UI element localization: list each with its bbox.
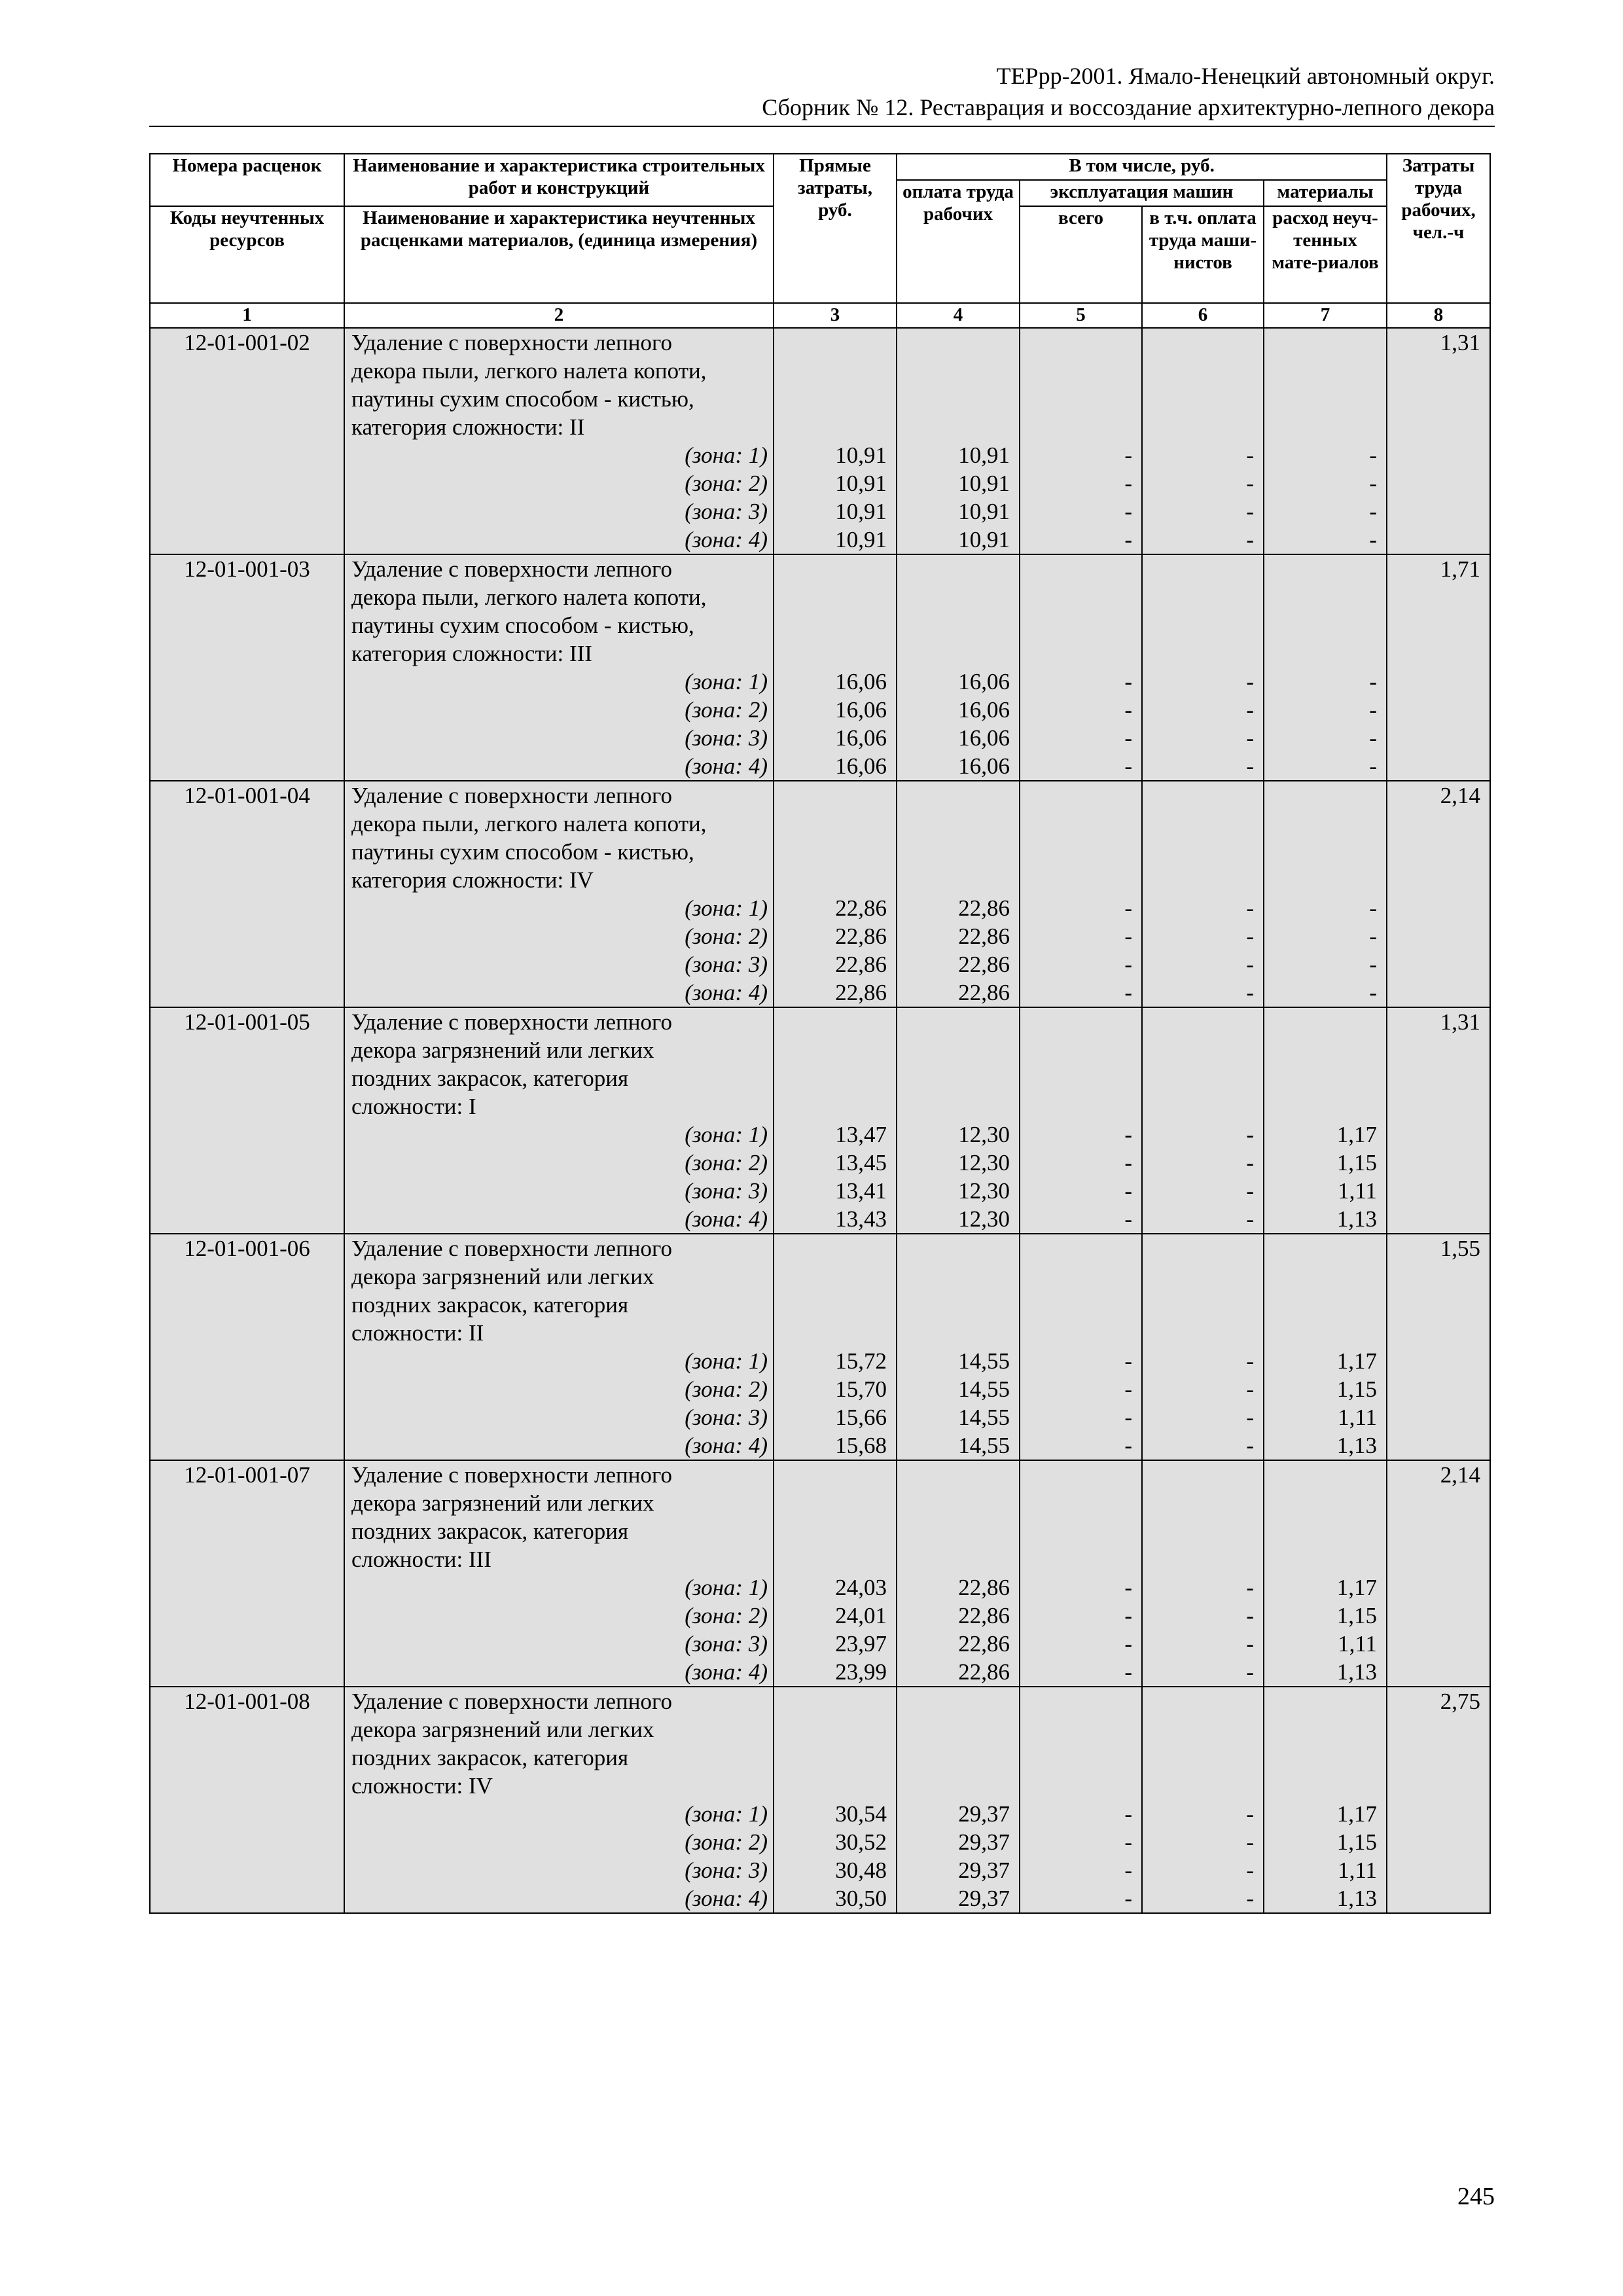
- materials-cost: 1,13: [1336, 1433, 1378, 1458]
- direct-cost: 23,97: [835, 1631, 887, 1657]
- materials-cost: 1,17: [1336, 1801, 1378, 1827]
- running-header: [149, 60, 1495, 123]
- materials-cost: 1,15: [1336, 1376, 1378, 1402]
- zone-label: (зона: 4): [685, 1659, 768, 1685]
- machinist-pay: -: [1246, 1659, 1254, 1685]
- rate-name-line: декора пыли, легкого налета копоти,: [351, 584, 707, 610]
- col-direct-costs: Прямые затраты, руб.: [774, 154, 897, 303]
- rate-name-line: поздних закрасок, категория: [351, 1518, 629, 1544]
- zone-label: (зона: 1): [685, 1575, 768, 1600]
- materials-cost: 1,17: [1336, 1348, 1378, 1374]
- machinist-pay-cell: [1142, 1234, 1264, 1460]
- machine-total: -: [1124, 1122, 1132, 1147]
- machine-total-cell: [1020, 1234, 1142, 1460]
- materials-cost-cell: [1264, 1234, 1387, 1460]
- machine-total: -: [1124, 980, 1132, 1005]
- materials-cost: -: [1369, 471, 1378, 496]
- zone-label: (зона: 1): [685, 442, 768, 468]
- materials-cost: -: [1369, 499, 1378, 524]
- machine-total: -: [1124, 697, 1132, 723]
- worker-pay: 22,86: [958, 895, 1010, 921]
- machine-total: -: [1124, 725, 1132, 751]
- rate-name-line: Удаление с поверхности лепного: [351, 1009, 672, 1035]
- machine-total: -: [1124, 1886, 1132, 1911]
- machinist-pay: -: [1246, 753, 1254, 779]
- machine-total-cell: [1020, 781, 1142, 1007]
- rate-name-line: декора пыли, легкого налета копоти,: [351, 358, 707, 384]
- zone-label: (зона: 1): [685, 895, 768, 921]
- rate-name-line: паутины сухим способом - кистью,: [351, 386, 694, 412]
- machinist-pay: -: [1246, 1348, 1254, 1374]
- materials-cost-cell: [1264, 328, 1387, 554]
- machine-total: -: [1124, 1433, 1132, 1458]
- rate-name: [344, 554, 774, 781]
- zone-label: (зона: 1): [685, 669, 768, 694]
- materials-cost: -: [1369, 442, 1378, 468]
- zone-label: (зона: 3): [685, 499, 768, 524]
- worker-pay: 16,06: [958, 725, 1010, 751]
- rate-name-line: поздних закрасок, категория: [351, 1292, 629, 1318]
- direct-cost-cell: [774, 1007, 897, 1234]
- machine-total: -: [1124, 1405, 1132, 1430]
- worker-pay: 14,55: [958, 1405, 1010, 1430]
- worker-pay: 22,86: [958, 1659, 1010, 1685]
- worker-pay: 22,86: [958, 980, 1010, 1005]
- col-materials: материалы: [1264, 180, 1387, 206]
- rate-name-line: декора пыли, легкого налета копоти,: [351, 811, 707, 836]
- table-body: [150, 328, 1490, 1913]
- zone-label: (зона: 3): [685, 725, 768, 751]
- zone-label: (зона: 3): [685, 952, 768, 977]
- materials-cost-cell: [1264, 781, 1387, 1007]
- direct-cost: 24,01: [835, 1603, 887, 1628]
- zone-label: (зона: 2): [685, 1829, 768, 1855]
- machinist-pay: -: [1246, 1122, 1254, 1147]
- col-machine-ops: эксплуатация машин: [1020, 180, 1264, 206]
- materials-cost: 1,13: [1336, 1206, 1378, 1232]
- machine-total-cell: [1020, 1007, 1142, 1234]
- direct-cost: 30,54: [835, 1801, 887, 1827]
- materials-cost: 1,17: [1336, 1575, 1378, 1600]
- zone-label: (зона: 2): [685, 1150, 768, 1175]
- machinist-pay: -: [1246, 1575, 1254, 1600]
- machinist-pay: -: [1246, 1886, 1254, 1911]
- rate-name-line: декора загрязнений или легких: [351, 1264, 654, 1289]
- zone-label: (зона: 1): [685, 1348, 768, 1374]
- table-row: [150, 1687, 1490, 1913]
- rate-name-line: категория сложности: II: [351, 414, 585, 440]
- machinist-pay-cell: [1142, 1460, 1264, 1687]
- rate-code: 12-01-001-07: [150, 1460, 344, 1687]
- worker-pay: 22,86: [958, 1631, 1010, 1657]
- rate-name-line: Удаление с поверхности лепного: [351, 1462, 672, 1488]
- rate-name-line: декора загрязнений или легких: [351, 1490, 654, 1516]
- zone-label: (зона: 2): [685, 697, 768, 723]
- zone-label: (зона: 3): [685, 1405, 768, 1430]
- machinist-pay: -: [1246, 1829, 1254, 1855]
- machinist-pay: -: [1246, 1433, 1254, 1458]
- machinist-pay-cell: [1142, 781, 1264, 1007]
- rate-name-line: поздних закрасок, категория: [351, 1066, 629, 1091]
- zone-label: (зона: 4): [685, 753, 768, 779]
- rate-name-line: Удаление с поверхности лепного: [351, 1236, 672, 1261]
- machine-total: -: [1124, 669, 1132, 694]
- col-machinist-pay: в т.ч. оплата труда маши-нистов: [1142, 206, 1264, 303]
- machinist-pay: -: [1246, 1206, 1254, 1232]
- machine-total: -: [1124, 895, 1132, 921]
- machinist-pay: -: [1246, 1857, 1254, 1883]
- col-labor: Затраты труда рабочих, чел.-ч: [1387, 154, 1490, 303]
- direct-cost: 10,91: [835, 442, 887, 468]
- direct-cost-cell: [774, 328, 897, 554]
- worker-pay: 22,86: [958, 924, 1010, 949]
- worker-pay: 12,30: [958, 1206, 1010, 1232]
- labor-cost: 1,55: [1387, 1234, 1490, 1460]
- rate-name-line: сложности: II: [351, 1320, 484, 1346]
- materials-cost: 1,15: [1336, 1603, 1378, 1628]
- direct-cost: 13,43: [835, 1206, 887, 1232]
- machinist-pay: -: [1246, 1150, 1254, 1175]
- col-materials-use: расход неуч-тенных мате-риалов: [1264, 206, 1387, 303]
- materials-cost: -: [1369, 697, 1378, 723]
- rate-name-line: декора загрязнений или легких: [351, 1037, 654, 1063]
- col-resource-codes: Коды неучтенных ресурсов: [150, 206, 344, 303]
- header-line-1: ТЕРрр-2001. Ямало-Ненецкий автономный округ.: [996, 63, 1495, 89]
- materials-cost: 1,13: [1336, 1886, 1378, 1911]
- materials-cost: -: [1369, 527, 1378, 552]
- worker-pay: 16,06: [958, 753, 1010, 779]
- worker-pay: 10,91: [958, 499, 1010, 524]
- direct-cost: 13,45: [835, 1150, 887, 1175]
- machinist-pay: -: [1246, 1603, 1254, 1628]
- direct-cost: 22,86: [835, 924, 887, 949]
- worker-pay-cell: [897, 554, 1020, 781]
- rate-name-line: сложности: I: [351, 1094, 476, 1119]
- rate-name: [344, 1460, 774, 1687]
- col-rate-numbers: Номера расценок: [150, 154, 344, 206]
- machinist-pay: -: [1246, 980, 1254, 1005]
- rate-code: 12-01-001-08: [150, 1687, 344, 1913]
- page-number: 245: [1457, 2183, 1495, 2210]
- zone-label: (зона: 4): [685, 1886, 768, 1911]
- table-row: [150, 554, 1490, 781]
- direct-cost: 30,52: [835, 1829, 887, 1855]
- worker-pay: 22,86: [958, 952, 1010, 977]
- machinist-pay: -: [1246, 924, 1254, 949]
- direct-cost-cell: [774, 1234, 897, 1460]
- direct-cost: 10,91: [835, 527, 887, 552]
- col-worker-pay: оплата труда рабочих: [897, 180, 1020, 303]
- worker-pay: 16,06: [958, 697, 1010, 723]
- materials-cost: -: [1369, 924, 1378, 949]
- machine-total-cell: [1020, 1687, 1142, 1913]
- direct-cost: 13,47: [835, 1122, 887, 1147]
- price-table: [149, 153, 1491, 1914]
- rate-code: 12-01-001-04: [150, 781, 344, 1007]
- rate-code: 12-01-001-03: [150, 554, 344, 781]
- machine-total: -: [1124, 1659, 1132, 1685]
- machinist-pay: -: [1246, 669, 1254, 694]
- header-line-2: Сборник № 12. Реставрация и воссоздание архитектурно-лепного декора: [762, 94, 1495, 120]
- rate-name-line: Удаление с поверхности лепного: [351, 1689, 672, 1714]
- machine-total-cell: [1020, 554, 1142, 781]
- table-header: [150, 154, 1490, 328]
- labor-cost: 1,71: [1387, 554, 1490, 781]
- zone-label: (зона: 2): [685, 924, 768, 949]
- rate-name-line: паутины сухим способом - кистью,: [351, 839, 694, 865]
- machinist-pay: -: [1246, 1178, 1254, 1204]
- rate-name: [344, 781, 774, 1007]
- materials-cost: 1,15: [1336, 1829, 1378, 1855]
- machine-total: -: [1124, 442, 1132, 468]
- worker-pay-cell: [897, 1460, 1020, 1687]
- col-number: 1: [150, 303, 344, 328]
- direct-cost: 10,91: [835, 499, 887, 524]
- rate-name-line: категория сложности: IV: [351, 867, 594, 893]
- header-rule: [149, 126, 1495, 127]
- zone-label: (зона: 4): [685, 1206, 768, 1232]
- materials-cost: -: [1369, 725, 1378, 751]
- worker-pay: 14,55: [958, 1376, 1010, 1402]
- rate-name-line: декора загрязнений или легких: [351, 1717, 654, 1742]
- table-row: [150, 1460, 1490, 1687]
- rate-name-line: поздних закрасок, категория: [351, 1745, 629, 1770]
- worker-pay-cell: [897, 328, 1020, 554]
- worker-pay: 12,30: [958, 1150, 1010, 1175]
- zone-label: (зона: 1): [685, 1801, 768, 1827]
- rate-name: [344, 1687, 774, 1913]
- machine-total: -: [1124, 1376, 1132, 1402]
- materials-cost: -: [1369, 895, 1378, 921]
- worker-pay: 14,55: [958, 1433, 1010, 1458]
- direct-cost: 15,68: [835, 1433, 887, 1458]
- table-row: [150, 328, 1490, 554]
- direct-cost: 16,06: [835, 669, 887, 694]
- direct-cost: 15,70: [835, 1376, 887, 1402]
- machine-total: -: [1124, 952, 1132, 977]
- materials-cost: -: [1369, 753, 1378, 779]
- machine-total: -: [1124, 1348, 1132, 1374]
- rate-name-line: паутины сухим способом - кистью,: [351, 613, 694, 638]
- materials-cost: 1,11: [1338, 1857, 1378, 1883]
- materials-cost: 1,11: [1338, 1631, 1378, 1657]
- machinist-pay-cell: [1142, 328, 1264, 554]
- materials-cost-cell: [1264, 554, 1387, 781]
- worker-pay-cell: [897, 1234, 1020, 1460]
- machine-total-cell: [1020, 1460, 1142, 1687]
- col-number: 2: [344, 303, 774, 328]
- worker-pay: 29,37: [958, 1801, 1010, 1827]
- machine-total: -: [1124, 753, 1132, 779]
- direct-cost: 22,86: [835, 952, 887, 977]
- materials-cost: 1,11: [1338, 1178, 1378, 1204]
- direct-cost: 22,86: [835, 895, 887, 921]
- direct-cost: 16,06: [835, 697, 887, 723]
- machine-total: -: [1124, 471, 1132, 496]
- rate-name: [344, 328, 774, 554]
- machine-total: -: [1124, 1829, 1132, 1855]
- direct-cost-cell: [774, 781, 897, 1007]
- rate-name: [344, 1234, 774, 1460]
- materials-cost: 1,11: [1338, 1405, 1378, 1430]
- worker-pay: 14,55: [958, 1348, 1010, 1374]
- labor-cost: 2,14: [1387, 1460, 1490, 1687]
- zone-label: (зона: 4): [685, 980, 768, 1005]
- table-row: [150, 781, 1490, 1007]
- worker-pay-cell: [897, 781, 1020, 1007]
- machine-total: -: [1124, 1801, 1132, 1827]
- materials-cost: 1,13: [1336, 1659, 1378, 1685]
- worker-pay: 22,86: [958, 1575, 1010, 1600]
- materials-cost: -: [1369, 669, 1378, 694]
- zone-label: (зона: 4): [685, 1433, 768, 1458]
- zone-label: (зона: 2): [685, 1603, 768, 1628]
- worker-pay: 16,06: [958, 669, 1010, 694]
- direct-cost: 30,48: [835, 1857, 887, 1883]
- worker-pay: 10,91: [958, 527, 1010, 552]
- materials-cost: 1,15: [1336, 1150, 1378, 1175]
- col-including: В том числе, руб.: [897, 154, 1387, 180]
- machine-total: -: [1124, 1178, 1132, 1204]
- machinist-pay: -: [1246, 952, 1254, 977]
- zone-label: (зона: 3): [685, 1857, 768, 1883]
- machine-total: -: [1124, 924, 1132, 949]
- col-number: 3: [774, 303, 897, 328]
- worker-pay: 10,91: [958, 442, 1010, 468]
- rate-name-line: Удаление с поверхности лепного: [351, 783, 672, 808]
- table-row: [150, 1007, 1490, 1234]
- rate-name-line: Удаление с поверхности лепного: [351, 330, 672, 355]
- machine-total: -: [1124, 1575, 1132, 1600]
- direct-cost: 15,66: [835, 1405, 887, 1430]
- rate-code: 12-01-001-02: [150, 328, 344, 554]
- direct-cost: 24,03: [835, 1575, 887, 1600]
- machine-total: -: [1124, 1206, 1132, 1232]
- worker-pay: 22,86: [958, 1603, 1010, 1628]
- col-machine-total: всего: [1020, 206, 1142, 303]
- worker-pay: 29,37: [958, 1886, 1010, 1911]
- zone-label: (зона: 2): [685, 1376, 768, 1402]
- col-work-name: Наименование и характеристика строительных работ и конструкций: [344, 154, 774, 206]
- machinist-pay-cell: [1142, 1007, 1264, 1234]
- zone-label: (зона: 3): [685, 1631, 768, 1657]
- rate-name-line: категория сложности: III: [351, 641, 592, 666]
- rate-name: [344, 1007, 774, 1234]
- direct-cost: 22,86: [835, 980, 887, 1005]
- materials-cost: 1,17: [1336, 1122, 1378, 1147]
- machine-total: -: [1124, 499, 1132, 524]
- machinist-pay: -: [1246, 527, 1254, 552]
- materials-cost-cell: [1264, 1007, 1387, 1234]
- zone-label: (зона: 4): [685, 527, 768, 552]
- direct-cost: 16,06: [835, 753, 887, 779]
- direct-cost-cell: [774, 1687, 897, 1913]
- col-number: 5: [1020, 303, 1142, 328]
- worker-pay: 29,37: [958, 1829, 1010, 1855]
- machinist-pay: -: [1246, 1631, 1254, 1657]
- labor-cost: 1,31: [1387, 328, 1490, 554]
- machinist-pay: -: [1246, 499, 1254, 524]
- materials-cost-cell: [1264, 1687, 1387, 1913]
- rate-name-line: сложности: III: [351, 1547, 491, 1572]
- rate-name-line: Удаление с поверхности лепного: [351, 556, 672, 582]
- machine-total: -: [1124, 1150, 1132, 1175]
- zone-label: (зона: 1): [685, 1122, 768, 1147]
- machine-total: -: [1124, 527, 1132, 552]
- zone-label: (зона: 2): [685, 471, 768, 496]
- direct-cost: 30,50: [835, 1886, 887, 1911]
- worker-pay: 12,30: [958, 1122, 1010, 1147]
- materials-cost: -: [1369, 980, 1378, 1005]
- direct-cost-cell: [774, 554, 897, 781]
- zone-label: (зона: 3): [685, 1178, 768, 1204]
- direct-cost: 16,06: [835, 725, 887, 751]
- machinist-pay: -: [1246, 471, 1254, 496]
- machinist-pay: -: [1246, 1801, 1254, 1827]
- machine-total: -: [1124, 1603, 1132, 1628]
- machine-total: -: [1124, 1857, 1132, 1883]
- machinist-pay: -: [1246, 1405, 1254, 1430]
- col-number: 8: [1387, 303, 1490, 328]
- col-number: 7: [1264, 303, 1387, 328]
- materials-cost: -: [1369, 952, 1378, 977]
- labor-cost: 1,31: [1387, 1007, 1490, 1234]
- rate-code: 12-01-001-06: [150, 1234, 344, 1460]
- machinist-pay-cell: [1142, 1687, 1264, 1913]
- machinist-pay-cell: [1142, 554, 1264, 781]
- machinist-pay: -: [1246, 895, 1254, 921]
- machinist-pay: -: [1246, 442, 1254, 468]
- direct-cost: 13,41: [835, 1178, 887, 1204]
- col-material-name: Наименование и характеристика неучтенных расценками материалов, (единица измерения): [344, 206, 774, 303]
- machinist-pay: -: [1246, 1376, 1254, 1402]
- worker-pay-cell: [897, 1687, 1020, 1913]
- machine-total-cell: [1020, 328, 1142, 554]
- worker-pay-cell: [897, 1007, 1020, 1234]
- col-number: 4: [897, 303, 1020, 328]
- col-number: 6: [1142, 303, 1264, 328]
- worker-pay: 12,30: [958, 1178, 1010, 1204]
- rate-name-line: сложности: IV: [351, 1773, 493, 1799]
- rate-code: 12-01-001-05: [150, 1007, 344, 1234]
- worker-pay: 29,37: [958, 1857, 1010, 1883]
- table-row: [150, 1234, 1490, 1460]
- machinist-pay: -: [1246, 697, 1254, 723]
- direct-cost: 15,72: [835, 1348, 887, 1374]
- column-numbers-row: [150, 303, 1490, 328]
- direct-cost-cell: [774, 1460, 897, 1687]
- machinist-pay: -: [1246, 725, 1254, 751]
- worker-pay: 10,91: [958, 471, 1010, 496]
- materials-cost-cell: [1264, 1460, 1387, 1687]
- direct-cost: 23,99: [835, 1659, 887, 1685]
- labor-cost: 2,14: [1387, 781, 1490, 1007]
- labor-cost: 2,75: [1387, 1687, 1490, 1913]
- direct-cost: 10,91: [835, 471, 887, 496]
- machine-total: -: [1124, 1631, 1132, 1657]
